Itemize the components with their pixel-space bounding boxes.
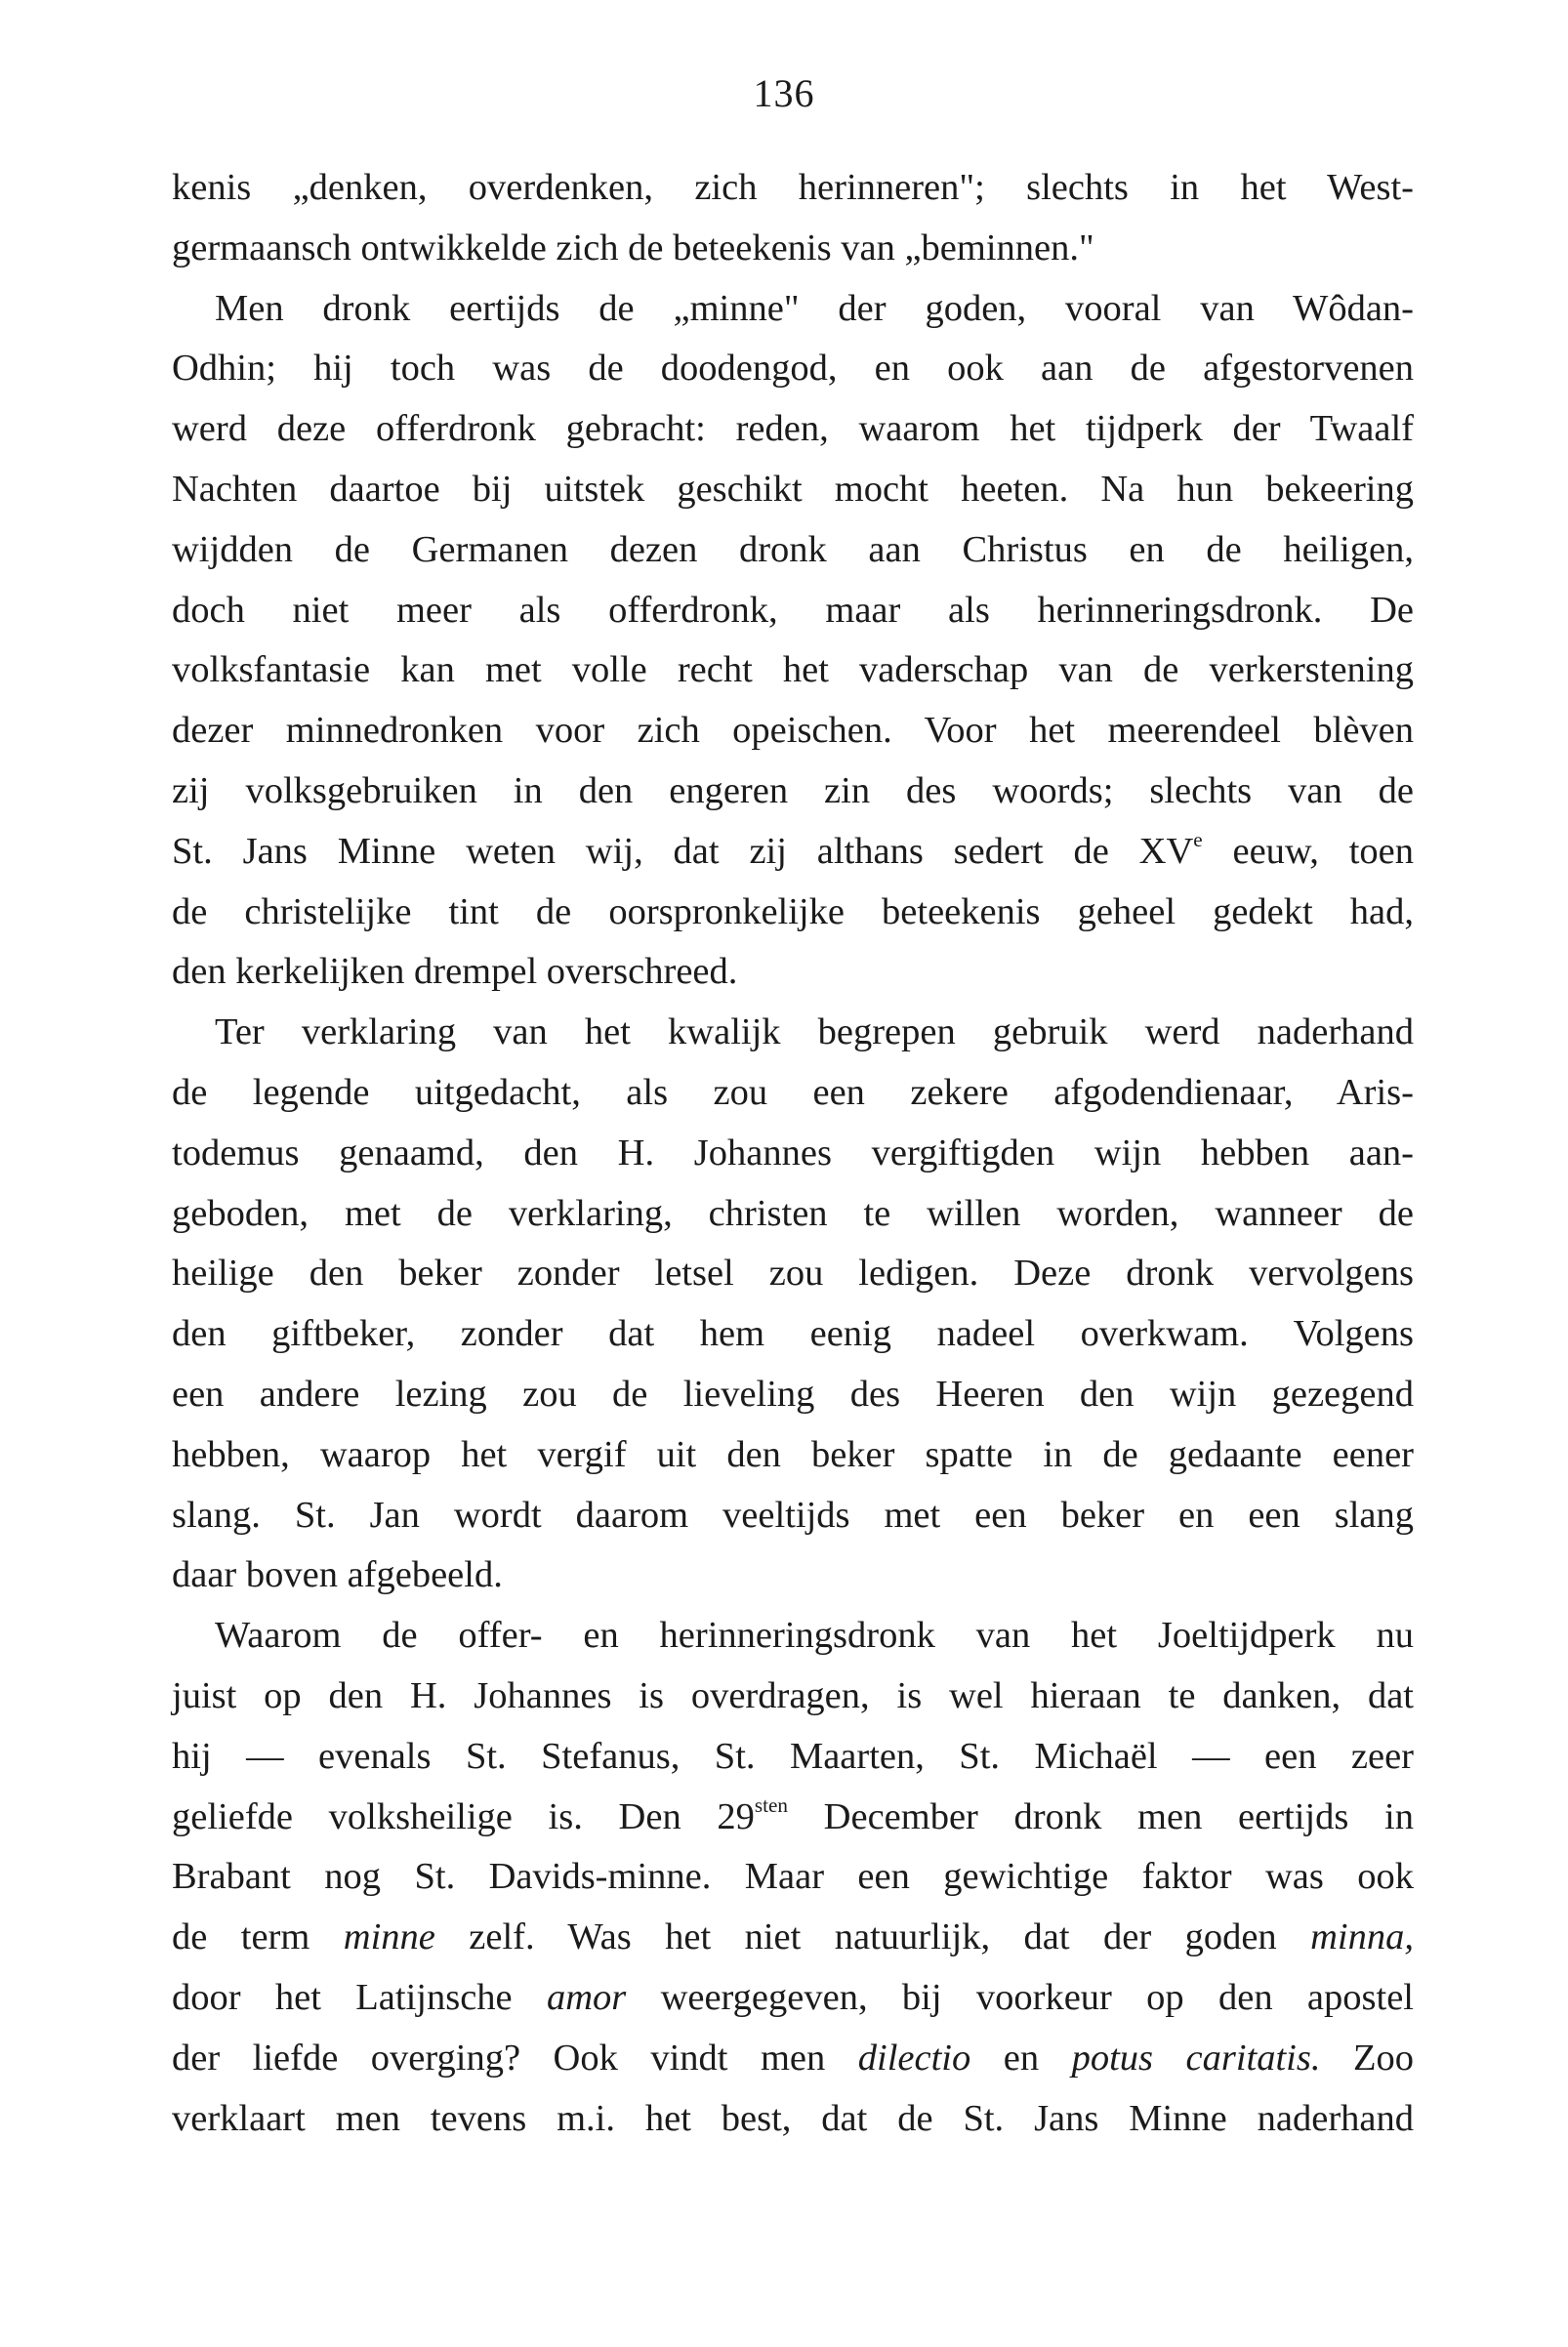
text-line <box>172 822 1414 883</box>
text-line <box>172 1184 1414 1245</box>
text-line <box>172 1727 1414 1788</box>
text-segment: den giftbeker, zonder dat hem eenig nadeel overkwam. Volgens <box>172 1313 1414 1355</box>
text-segment: slang. St. Jan wordt daarom veeltijds met een beker en een slang <box>172 1494 1414 1536</box>
text-line <box>172 2029 1414 2089</box>
text-segment: St. Jans Minne weten wij, dat zij althans sedert de XV <box>172 830 1194 872</box>
text-segment: doch niet meer als offerdronk, maar als herinneringsdronk. De <box>172 589 1414 631</box>
text-segment: Men dronk eertijds de „minne" der goden, vooral van Wôdan- <box>215 287 1414 329</box>
text-segment: Odhin; hij toch was de doodengod, en ook aan de afgestorvenen <box>172 348 1414 390</box>
text-line <box>172 1968 1414 2029</box>
text-line <box>172 1365 1414 1425</box>
text-segment: Ter verklaring van het kwalijk begrepen gebruik werd naderhand <box>215 1011 1414 1053</box>
text-line <box>172 460 1414 520</box>
italic-term: minna, <box>1310 1916 1414 1958</box>
text-line <box>172 1908 1414 1968</box>
text-line <box>172 2089 1414 2150</box>
text-line <box>172 279 1414 340</box>
text-segment: den kerkelijken drempel overschreed. <box>172 951 738 993</box>
text-segment: en <box>970 2037 1072 2079</box>
body-text <box>172 158 1414 2149</box>
text-line <box>172 1244 1414 1304</box>
text-segment: de christelijke tint de oorspronkelijke beteekenis geheel gedekt had, <box>172 890 1414 932</box>
text-segment: geboden, met de verklaring, christen te willen worden, wanneer de <box>172 1192 1414 1234</box>
text-line <box>172 640 1414 701</box>
text-line <box>172 339 1414 399</box>
text-segment: geliefde volksheilige is. Den 29 <box>172 1795 755 1837</box>
text-segment: December dronk men eertijds in <box>787 1795 1414 1837</box>
text-segment: Waarom de offer- en herinneringsdronk van het Joeltijdperk nu <box>215 1615 1414 1657</box>
text-line <box>172 1788 1414 1848</box>
text-segment: Zoo <box>1320 2037 1414 2079</box>
superscript: sten <box>754 1792 788 1817</box>
text-line <box>172 1425 1414 1486</box>
text-segment: germaansch ontwikkelde zich de beteekenis van „beminnen." <box>172 226 1094 268</box>
text-segment: volksfantasie kan met volle recht het vaderschap van de verkerstening <box>172 649 1414 691</box>
text-line <box>172 1304 1414 1365</box>
text-segment: eeuw, toen <box>1202 830 1414 872</box>
text-segment: zelf. Was het niet natuurlijk, dat der goden <box>434 1916 1311 1958</box>
text-segment: verklaart men tevens m.i. het best, dat de St. Jans Minne naderhand <box>172 2097 1414 2139</box>
text-segment: de term <box>172 1916 344 1958</box>
text-line <box>172 1124 1414 1184</box>
text-segment: daar boven afgebeeld. <box>172 1554 503 1596</box>
text-line <box>172 399 1414 460</box>
text-line <box>172 1847 1414 1908</box>
italic-term: potus caritatis. <box>1071 2037 1321 2079</box>
text-line <box>172 1063 1414 1124</box>
text-line <box>172 158 1414 219</box>
text-segment: de legende uitgedacht, als zou een zekere afgodendienaar, Aris- <box>172 1071 1414 1113</box>
text-line <box>172 1606 1414 1667</box>
text-segment: Nachten daartoe bij uitstek geschikt mocht heeten. Na hun bekeering <box>172 468 1414 510</box>
text-line <box>172 883 1414 943</box>
text-segment: dezer minnedronken voor zich opeischen. Voor het meerendeel blèven <box>172 710 1414 752</box>
text-segment: wijdden de Germanen dezen dronk aan Christus en de heiligen, <box>172 528 1414 570</box>
superscript: e <box>1193 827 1203 851</box>
italic-term: amor <box>546 1976 627 2018</box>
text-line <box>172 520 1414 581</box>
text-segment: der liefde overging? Ook vindt men <box>172 2037 858 2079</box>
text-line <box>172 1003 1414 1063</box>
text-line <box>172 1667 1414 1727</box>
page-number: 136 <box>753 71 815 115</box>
text-segment: werd deze offerdronk gebracht: reden, waarom het tijdperk der Twaalf <box>172 408 1414 450</box>
italic-term: dilectio <box>857 2037 971 2079</box>
text-segment: hij — evenals St. Stefanus, St. Maarten, St. Michaël — een zeer <box>172 1735 1414 1777</box>
text-segment: door het Latijnsche <box>172 1976 547 2018</box>
italic-term: minne <box>343 1916 435 1958</box>
text-segment: zij volksgebruiken in den engeren zin des woords; slechts van de <box>172 769 1414 811</box>
text-segment: kenis „denken, overdenken, zich herinneren"; slechts in het West- <box>172 167 1414 208</box>
text-line <box>172 942 1414 1003</box>
text-segment: weergegeven, bij voorkeur op den apostel <box>626 1976 1414 2018</box>
text-line <box>172 219 1414 279</box>
text-segment: heilige den beker zonder letsel zou ledigen. Deze dronk vervolgens <box>172 1253 1414 1295</box>
text-segment: todemus genaamd, den H. Johannes vergiftigden wijn hebben aan- <box>172 1132 1414 1174</box>
text-line <box>172 701 1414 762</box>
text-line <box>172 1545 1414 1606</box>
text-segment: Brabant nog St. Davids-minne. Maar een gewichtige faktor was ook <box>172 1856 1414 1898</box>
text-segment: juist op den H. Johannes is overdragen, is wel hieraan te danken, dat <box>172 1674 1414 1716</box>
text-line <box>172 581 1414 641</box>
text-line <box>172 762 1414 822</box>
text-line <box>172 1486 1414 1546</box>
text-segment: hebben, waarop het vergif uit den beker spatte in de gedaante eener <box>172 1433 1414 1475</box>
text-segment: een andere lezing zou de lieveling des Heeren den wijn gezegend <box>172 1373 1414 1415</box>
